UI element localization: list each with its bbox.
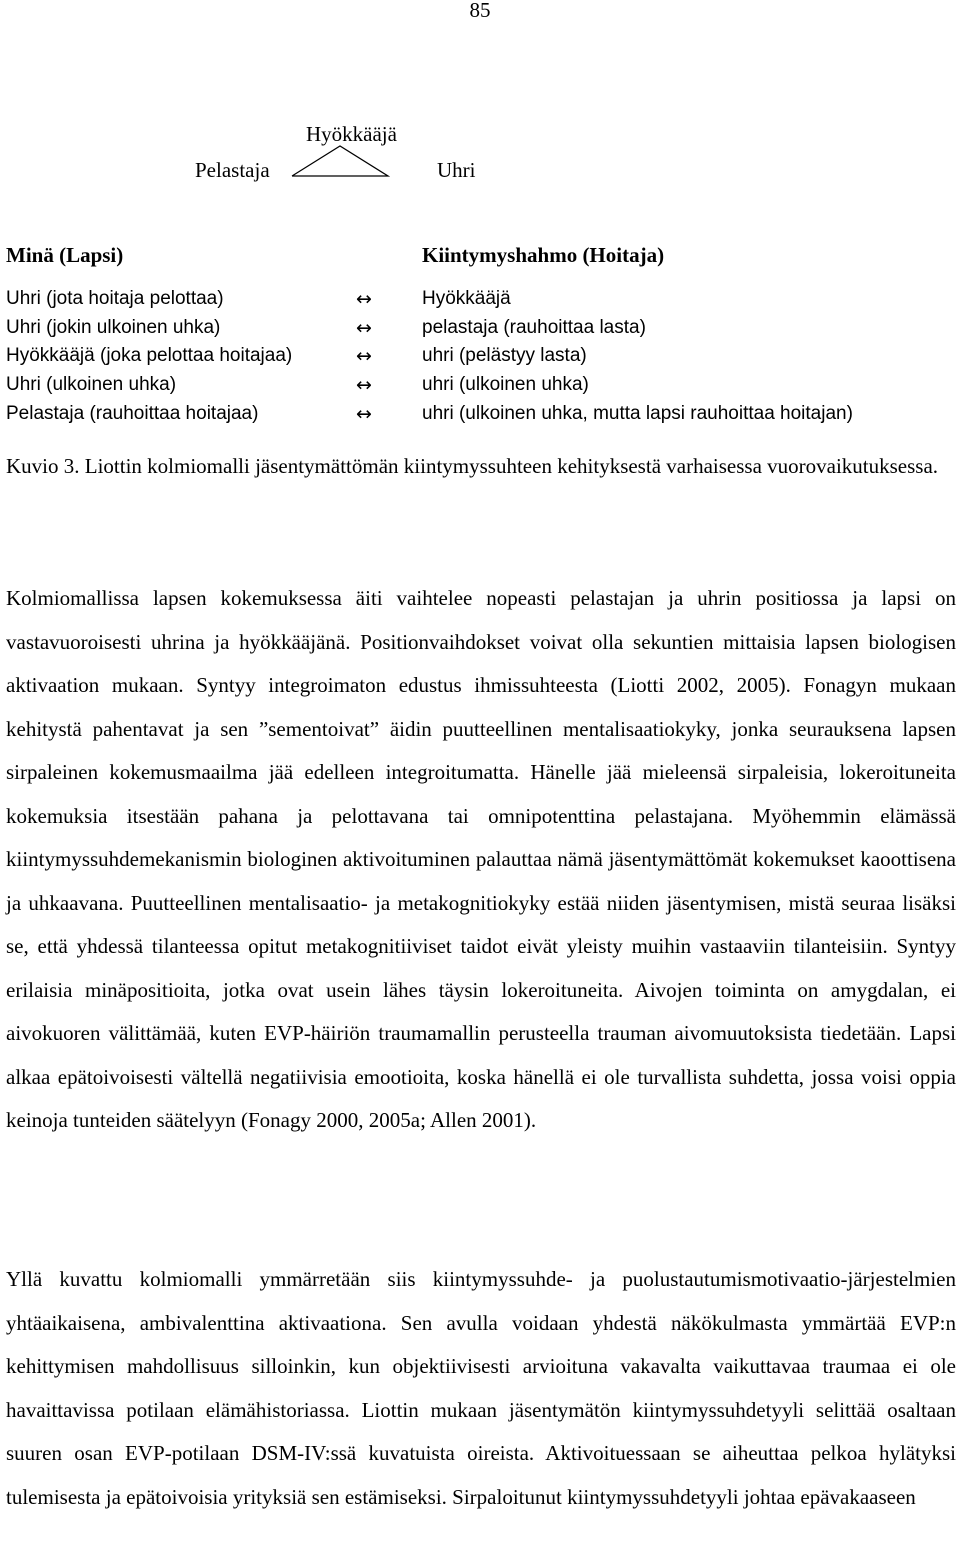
bidirectional-arrow-icon: ↔ [356, 345, 372, 368]
row-caregiver-role: uhri (ulkoinen uhka) [422, 374, 589, 396]
column-header-caregiver: Kiintymyshahmo (Hoitaja) [422, 243, 665, 267]
table-row [6, 342, 956, 371]
row-child-role: Uhri (jokin ulkoinen uhka) [6, 316, 221, 338]
diagram-label-top: Hyökkääjä [306, 122, 397, 146]
bidirectional-arrow-icon: ↔ [356, 288, 372, 310]
table-row [6, 314, 956, 343]
bidirectional-arrow-icon: ↔ [356, 402, 372, 425]
bidirectional-arrow-icon: ↔ [356, 316, 372, 339]
table-row [6, 400, 956, 429]
triangle-shape [290, 144, 390, 180]
row-caregiver-role: uhri (ulkoinen uhka, mutta lapsi rauhoittaa hoitajan) [422, 402, 853, 424]
diagram-label-right: Uhri [437, 158, 476, 182]
column-header-child: Minä (Lapsi) [6, 243, 124, 267]
row-caregiver-role: uhri (pelästyy lasta) [422, 345, 587, 367]
body-paragraph-2: Yllä kuvattu kolmiomalli ymmärretään siis kiintymyssuhde- ja puolustautumismotivaatio-järjestelmien yhtäaikaisena, ambivalenttina aktivaationa. Sen avulla voidaan yhdestä näkökulmasta ymmärtää EVP:n kehittymisen mahdollisuus silloinkin, kun objektiivisesti arvioituna vakavalta vaikuttavaa traumaa ei ole havaittavissa potilaan elämähistoriassa. Liottin mukaan jäsentymätön kiintymyssuhdetyyli selittää osaltaan suuren osan EVP-potilaan DSM-IV:ssä kuvatuista oireista. Aktivoituessaan se aiheuttaa pelkoa hylätyksi tulemisesta ja epätoivoisia yrityksiä sen estämiseksi. Sirpaloitunut kiintymyssuhdetyyli johtaa epävakaaseen [6, 1267, 956, 1509]
row-caregiver-role: Hyökkääjä [422, 288, 511, 309]
table-row [6, 371, 956, 400]
row-child-role: Pelastaja (rauhoittaa hoitajaa) [6, 402, 259, 424]
relationship-table [6, 285, 956, 428]
page-number: 85 [469, 0, 491, 22]
diagram-label-left: Pelastaja [195, 158, 270, 182]
bidirectional-arrow-icon: ↔ [356, 374, 372, 397]
body-paragraph-1: Kolmiomallissa lapsen kokemuksessa äiti vaihtelee nopeasti pelastajan ja uhrin positiossa ja lapsi on vastavuoroisesti uhrina ja hyökkääjänä. Positionvaihdokset voivat olla sekuntien mittaisia lapsen biologisen aktivaation mukaan. Syntyy integroimaton edustus ihmissuhteesta (Liotti 2002, 2005). Fonagyn mukaan kehitystä pahentavat ja sen ”sementoivat” äidin puutteellinen mentalisaatiokyky, jonka seurauksena lapsen sirpaleinen kokemusmaailma jää edelleen integroitumatta. Hänelle jää mieleensä sirpaleisia, lokeroituneita kokemuksia itsestään pahana ja pelottavana tai omnipotenttina pelastajana. Myöhemmin elämässä kiintymyssuhdemekanismin biologinen aktivoituminen palauttaa nämä jäsentymättömät kokemukset kaoottisena ja uhkaavana. Puutteellinen mentalisaatio- ja metakognitiokyky estää niiden jäsentymisen, mistä seuraa lisäksi se, että yhdessä tilanteessa opitut metakognitiiviset taidot eivät yleisty muihin vastaaviin tilanteisiin. Syntyy erilaisia minäpositioita, jotka ovat usein lähes täysin lokeroituneita. Aivojen toiminta on amygdalan, ei aivokuoren välittämää, kuten EVP-häiriön traumamallin perusteella trauman aivomuutoksista tiedetään. Lapsi alkaa epätoivoisesti vältellä negatiivisia emootioita, koska hänellä ei ole turvallista suhdetta, jossa voisi oppia keinoja tunteiden säätelyyn (Fonagy 2000, 2005a; Allen 2001). [6, 586, 956, 1132]
row-child-role: Uhri (jota hoitaja pelottaa) [6, 288, 224, 309]
triangle-diagram [180, 118, 540, 188]
figure-caption: Kuvio 3. Liottin kolmiomalli jäsentymättömän kiintymyssuhteen kehityksestä varhaisessa vuorovaikutuksessa. [6, 454, 939, 478]
table-row [6, 285, 956, 314]
row-child-role: Uhri (ulkoinen uhka) [6, 374, 177, 396]
row-caregiver-role: pelastaja (rauhoittaa lasta) [422, 316, 646, 338]
row-child-role: Hyökkääjä (joka pelottaa hoitajaa) [6, 345, 293, 367]
